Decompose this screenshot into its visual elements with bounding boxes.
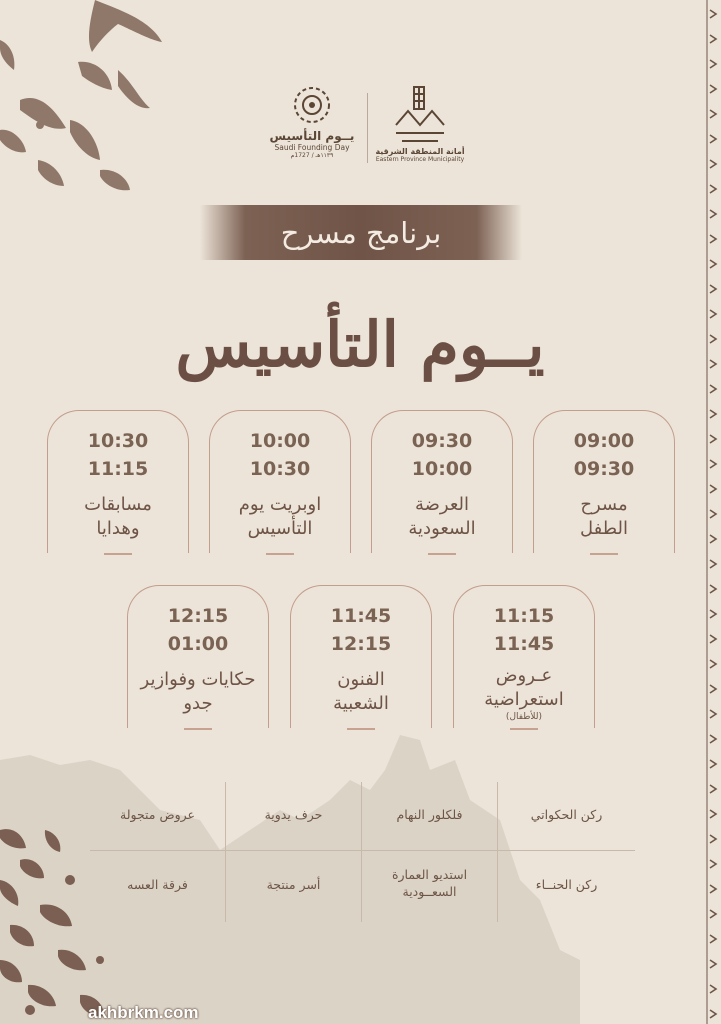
founding-day-arabic: يــوم التأسيس [269,129,355,143]
session-start: 12:15 [167,605,229,627]
corner-cell: فلكلور النهام [396,807,463,822]
session-title-line1: مسرح [580,494,628,515]
session-end: 10:00 [411,458,473,480]
session-title-line2: وهدايا [96,518,140,539]
session-end: 10:30 [249,458,311,480]
session-title-line1: مسابقات [84,494,152,515]
corner-cell: حرف يدوية [264,807,323,822]
card-underline [428,553,456,555]
founding-day-english: Saudi Founding Day [274,143,350,152]
logo-header [262,85,465,175]
session-title-line2: السعودية [408,518,476,539]
session-title-line1: الفنون [337,669,385,690]
session-end: 09:30 [573,458,635,480]
corner-cell: عروض متجولة [120,807,195,822]
session-end: 11:45 [493,633,555,655]
corner-cell: استديو العمارة السعــودية [391,867,468,899]
municipality-emblem-icon [390,85,450,143]
activity-corners-grid [90,782,635,922]
card-underline [347,728,375,730]
municipality-arabic: أمانة المنطقة الشرقية [375,147,465,156]
session-start: 09:30 [411,430,473,452]
municipality-logo [374,85,466,175]
grid-divider [225,782,226,922]
session-title-line1: عـروض [495,665,553,686]
session-title-line2: جدو [183,693,213,714]
corner-cell: ركن الحكواتي [530,807,603,822]
card-underline [104,553,132,555]
session-start: 10:00 [249,430,311,452]
card-underline [510,728,538,730]
session-title-line2: الشعبية [333,693,389,714]
session-start: 11:15 [493,605,555,627]
session-start: 10:30 [87,430,149,452]
founding-day-date: ١١٣٩هـ / 1727م [290,152,334,159]
session-card [127,585,269,728]
card-underline [590,553,618,555]
border-ornament-strip [701,0,721,1024]
session-note: (للأطفال) [505,712,543,722]
founding-day-logo [262,85,362,175]
card-underline [266,553,294,555]
main-title: يــوم التأسيس [175,308,545,381]
grid-divider [361,782,362,922]
session-title-line1: العرضة [414,494,470,515]
session-card [533,410,675,553]
session-start: 11:45 [330,605,392,627]
watermark: akhbrkm.com [88,1003,199,1022]
program-banner [200,205,522,260]
card-underline [184,728,212,730]
municipality-english: Eastern Province Municipality [375,156,465,163]
session-title-line1: اوبريت يوم [238,494,322,515]
corner-cell: ركن الحنــاء [535,877,598,892]
session-end: 11:15 [87,458,149,480]
logo-divider [367,93,368,163]
grid-divider [497,782,498,922]
grid-divider [90,850,635,851]
session-title-line2: التأسيس [247,518,313,539]
session-start: 09:00 [573,430,635,452]
session-card [290,585,432,728]
banner-title: برنامج مسرح [280,215,442,250]
session-card [453,585,595,728]
session-card [209,410,351,553]
session-title-line1: حكايات وفوازير [140,669,256,690]
session-title-line2: الطفل [580,518,628,539]
session-card [371,410,513,553]
session-end: 01:00 [167,633,229,655]
session-end: 12:15 [330,633,392,655]
founding-day-emblem-icon [292,85,332,125]
session-card [47,410,189,553]
corner-cell: أسر منتجة [266,877,321,892]
session-title-line2: استعراضية [484,689,564,710]
corner-cell: فرقة العسه [127,877,188,892]
